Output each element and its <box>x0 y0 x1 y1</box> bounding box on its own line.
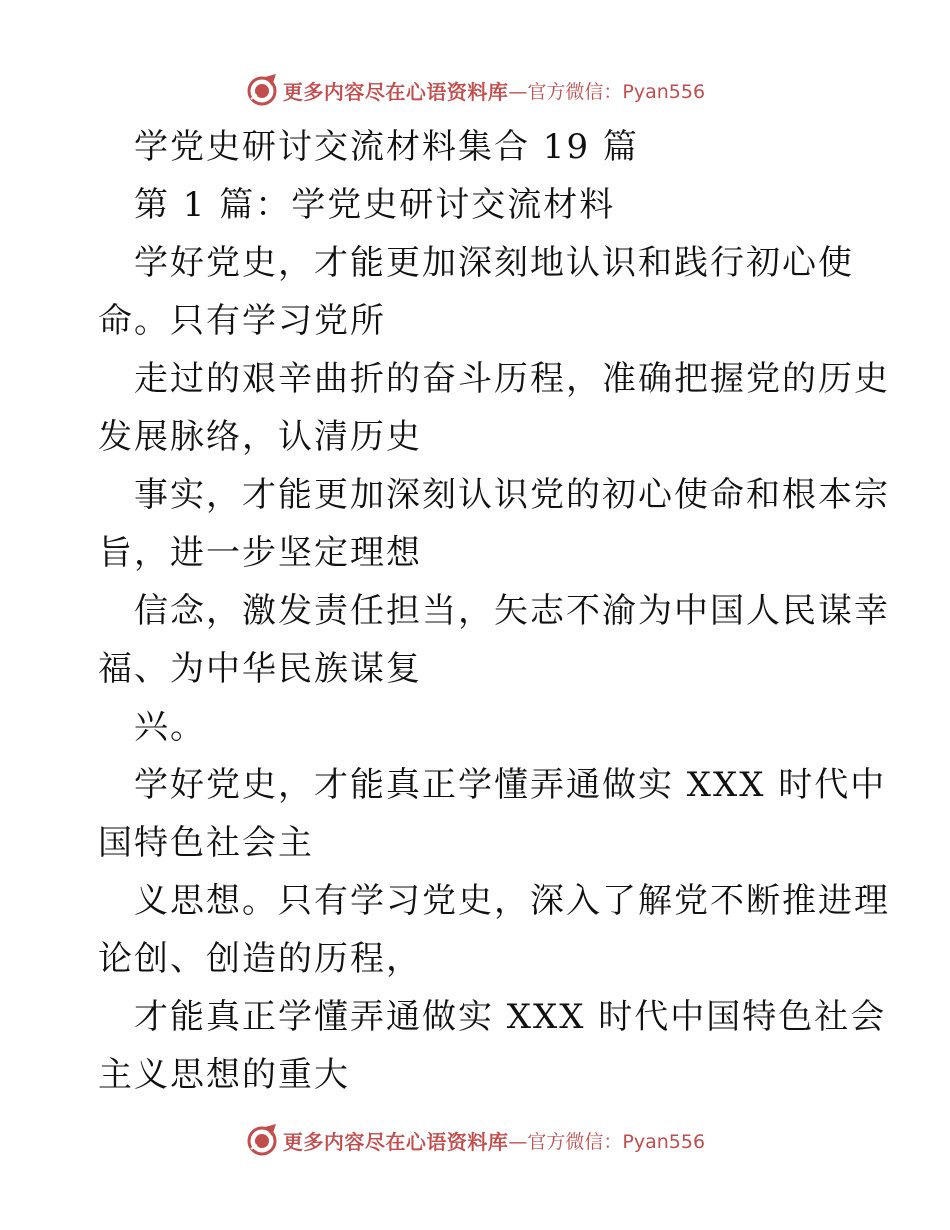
pen-logo-icon <box>245 1123 279 1157</box>
pen-logo-icon <box>245 73 279 107</box>
banner-main-text: 更多内容尽在心语资料库 <box>282 1129 509 1154</box>
paragraph-line: 福、为中华民族谋复 <box>98 649 422 689</box>
paragraph-line: 主义思想的重大 <box>98 1055 350 1095</box>
paragraph-line: 国特色社会主 <box>98 823 314 863</box>
paragraph-line: 论创、创造的历程， <box>98 939 422 979</box>
banner-main-text: 更多内容尽在心语资料库 <box>282 79 509 104</box>
banner-wechat-text: —官方微信：Pyan556 <box>508 1130 706 1153</box>
paragraph-line: 旨，进一步坚定理想 <box>98 533 422 573</box>
paragraph-line: 命。只有学习党所 <box>98 301 386 341</box>
footer-banner <box>0 1120 950 1160</box>
paragraph-line: 学好党史，才能更加深刻地认识和践行初心使 <box>134 243 854 283</box>
banner-wechat-text: —官方微信：Pyan556 <box>508 80 706 103</box>
paragraph-line: 走过的艰辛曲折的奋斗历程，准确把握党的历史 <box>134 359 890 399</box>
document-subtitle: 第 1 篇：学党史研讨交流材料 <box>134 185 616 225</box>
paragraph-line: 义思想。只有学习党史，深入了解党不断推进理 <box>134 881 890 921</box>
paragraph-line: 才能真正学懂弄通做实 XXX 时代中国特色社会 <box>134 997 887 1037</box>
paragraph-line: 信念，激发责任担当，矢志不渝为中国人民谋幸 <box>134 591 890 631</box>
paragraph-line: 发展脉络，认清历史 <box>98 417 422 457</box>
paragraph-line: 学好党史，才能真正学懂弄通做实 XXX 时代中 <box>134 765 887 805</box>
paragraph-line: 事实，才能更加深刻认识党的初心使命和根本宗 <box>134 475 890 515</box>
paragraph-line: 兴。 <box>134 707 206 747</box>
header-banner <box>0 70 950 110</box>
document-body <box>0 118 950 1104</box>
document-title: 学党史研讨交流材料集合 19 篇 <box>134 127 639 167</box>
